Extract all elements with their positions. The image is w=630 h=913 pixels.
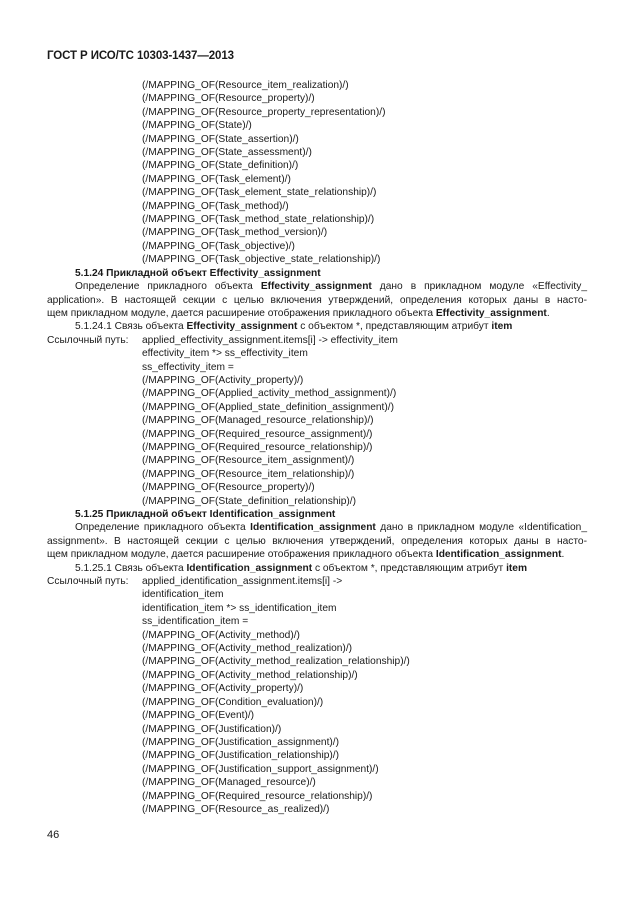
reference-path-line: (/MAPPING_OF(Resource_item_relationship)/): [142, 468, 355, 480]
reference-path-line: (/MAPPING_OF(Justification_assignment)/): [142, 736, 340, 748]
section-heading-effectivity: 5.1.24 Прикладной объект Effectivity_assignment: [75, 267, 321, 279]
mapping-line: (/MAPPING_OF(Task_method_state_relationship)/): [142, 214, 375, 226]
reference-path-line: (/MAPPING_OF(Resource_item_assignment)/): [142, 455, 355, 467]
reference-path-line: (/MAPPING_OF(Condition_evaluation)/): [142, 696, 324, 708]
subsection-heading-identification: 5.1.25.1 Связь объекта Identification_assignment с объектом *, представляющим атрибут item: [75, 562, 528, 574]
reference-path-label: Ссылочный путь:: [47, 334, 129, 346]
reference-path-line: (/MAPPING_OF(Required_resource_relationship)/): [142, 790, 373, 802]
reference-path-line: ss_identification_item =: [142, 616, 249, 628]
paragraph-line: щем прикладном модуле, дается расширение отображения прикладного объекта Identification_assignment.: [47, 549, 565, 561]
reference-path-line: ss_effectivity_item =: [142, 361, 234, 373]
reference-path-line: effectivity_item *> ss_effectivity_item: [142, 348, 308, 360]
mapping-line: (/MAPPING_OF(Task_objective)/): [142, 240, 295, 252]
paragraph-line: Определение прикладного объекта Identification_assignment дано в прикладном модуле «Identification_: [75, 522, 587, 534]
reference-path-line: identification_item: [142, 589, 224, 601]
reference-path-line: (/MAPPING_OF(Justification_relationship)/): [142, 750, 340, 762]
paragraph-line: Определение прикладного объекта Effectivity_assignment дано в прикладном модуле «Effectivity_: [75, 281, 588, 293]
reference-path-line: (/MAPPING_OF(Event)/): [142, 710, 255, 722]
mapping-line: (/MAPPING_OF(State_definition)/): [142, 160, 299, 172]
page-number: 46: [47, 829, 60, 841]
reference-path-line: (/MAPPING_OF(Activity_method_realization_relationship)/): [142, 656, 410, 668]
document-header: ГОСТ Р ИСО/ТС 10303-1437—2013: [47, 50, 234, 62]
reference-path-line: (/MAPPING_OF(Activity_method)/): [142, 629, 300, 641]
mapping-line: (/MAPPING_OF(Resource_property_representation)/): [142, 106, 386, 118]
reference-path-line: (/MAPPING_OF(Justification)/): [142, 723, 282, 735]
paragraph-line: assignment». В настоящей секции с целью включения утверждений, определения которых даны в насто-: [47, 535, 587, 547]
reference-path-identification: [47, 575, 587, 588]
reference-path-line: (/MAPPING_OF(Resource_as_realized)/): [142, 803, 330, 815]
mapping-line: (/MAPPING_OF(State_assertion)/): [142, 133, 299, 145]
reference-path-label: Ссылочный путь:: [47, 576, 129, 588]
mapping-line: (/MAPPING_OF(State)/): [142, 120, 252, 132]
mapping-line: (/MAPPING_OF(Resource_property)/): [142, 93, 315, 105]
section-heading-identification: 5.1.25 Прикладной объект Identification_assignment: [75, 509, 336, 520]
reference-path-line: (/MAPPING_OF(Applied_activity_method_assignment)/): [142, 388, 397, 400]
mapping-line: (/MAPPING_OF(Resource_item_realization)/): [142, 80, 349, 91]
reference-path-line: (/MAPPING_OF(Justification_support_assignment)/): [142, 763, 379, 775]
reference-path-line: (/MAPPING_OF(Activity_property)/): [142, 683, 304, 695]
reference-path-line: (/MAPPING_OF(Required_resource_relationship)/): [142, 441, 373, 453]
mapping-line: (/MAPPING_OF(Task_method_version)/): [142, 227, 328, 239]
mapping-line: (/MAPPING_OF(Task_method)/): [142, 200, 289, 212]
subsection-heading-effectivity: 5.1.24.1 Связь объекта Effectivity_assignment с объектом *, представляющим атрибут item: [75, 321, 513, 333]
paragraph-line: щем прикладном модуле, дается расширение отображения прикладного объекта Effectivity_assignment.: [47, 307, 550, 319]
top-mapping-list: [47, 79, 587, 267]
reference-path-line: identification_item *> ss_identification_item: [142, 602, 337, 614]
mapping-line: (/MAPPING_OF(Task_objective_state_relationship)/): [142, 254, 381, 266]
reference-path-line: applied_effectivity_assignment.items[i] -> effectivity_item: [142, 334, 398, 346]
document-body: [47, 79, 587, 816]
paragraph-line: application». В настоящей секции с целью включения утверждений, определения которых даны в насто-: [47, 294, 587, 306]
reference-path-line: (/MAPPING_OF(State_definition_relationship)/): [142, 495, 357, 507]
reference-path-line: applied_identification_assignment.items[i] ->: [142, 576, 343, 588]
reference-path-line: (/MAPPING_OF(Required_resource_assignment)/): [142, 428, 373, 440]
reference-path-line: (/MAPPING_OF(Activity_method_realization)/): [142, 643, 353, 655]
mapping-line: (/MAPPING_OF(Task_element)/): [142, 173, 291, 185]
reference-path-line: (/MAPPING_OF(Managed_resource_relationship)/): [142, 415, 374, 427]
mapping-line: (/MAPPING_OF(Task_element_state_relationship)/): [142, 187, 377, 199]
mapping-line: (/MAPPING_OF(State_assessment)/): [142, 147, 312, 159]
reference-path-line: (/MAPPING_OF(Resource_property)/): [142, 482, 315, 494]
reference-path-line: (/MAPPING_OF(Activity_property)/): [142, 374, 304, 386]
reference-path-line: (/MAPPING_OF(Activity_method_relationship)/): [142, 669, 358, 681]
reference-path-line: (/MAPPING_OF(Applied_state_definition_assignment)/): [142, 401, 394, 413]
reference-path-line: (/MAPPING_OF(Managed_resource)/): [142, 777, 316, 789]
reference-path-effectivity: [47, 334, 587, 347]
